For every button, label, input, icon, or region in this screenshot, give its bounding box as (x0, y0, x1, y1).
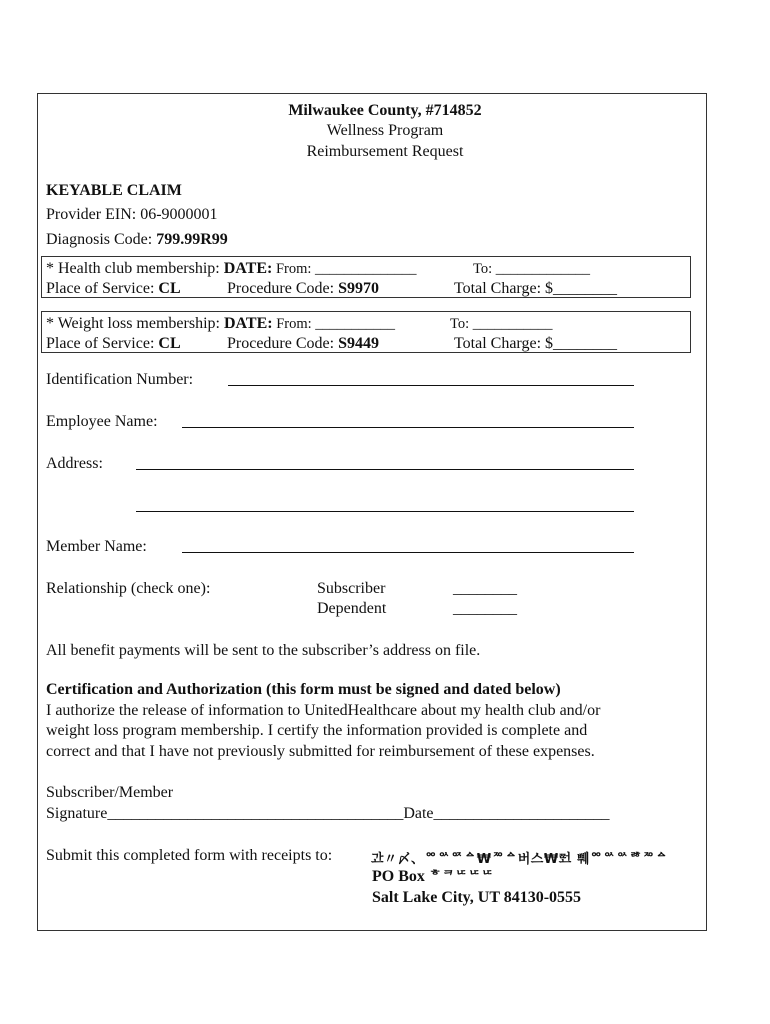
relationship-label: Relationship (check one): (46, 580, 211, 597)
subscriber-checkbox[interactable]: ________ (453, 580, 517, 597)
employee-name-field[interactable] (182, 427, 634, 428)
pos-value: CL (158, 335, 181, 352)
address-field-line1[interactable] (136, 469, 634, 470)
proc-label: Procedure Code: (227, 280, 339, 297)
certification-title: Certification and Authorization (this form must be signed and dated below) (46, 681, 561, 698)
pos-value: CL (158, 280, 181, 297)
submit-city: Salt Lake City, UT 84130-0555 (372, 889, 582, 906)
form-title-program: Wellness Program (326, 122, 444, 139)
pos-label: Place of Service: (46, 280, 159, 297)
diagnosis-code (46, 230, 228, 250)
submit-address-garbled: ᄀᅶ〃〆、ᅇᅅᅈᅀ₩ᅍᅀ버스₩ᄙᅺ 쀄ᅇᅅᅅᄚᅍᅀ (371, 852, 669, 867)
weight-loss-date-label: DATE: (223, 315, 273, 332)
total-label: Total Charge: $ (454, 335, 554, 352)
certification-text-1: I authorize the release of information to UnitedHealthcare about my health club and/or (46, 702, 601, 719)
dependent-option-label: Dependent (317, 600, 387, 617)
total-field[interactable]: ________ (553, 280, 618, 297)
weight-loss-label-row (46, 314, 395, 334)
form-title-request: Reimbursement Request (306, 143, 464, 160)
address-field-line2[interactable] (136, 511, 634, 512)
member-name-label: Member Name: (46, 538, 147, 555)
identification-field[interactable] (228, 385, 634, 386)
member-name-field[interactable] (182, 552, 634, 553)
form-title-county: Milwaukee County, #714852 (288, 102, 482, 119)
weight-loss-to[interactable]: To: ___________ (450, 316, 553, 332)
provider-ein: Provider EIN: 06-9000001 (46, 206, 218, 223)
submit-label: Submit this completed form with receipts to: (46, 847, 333, 864)
health-club-to[interactable]: To: _____________ (473, 261, 590, 277)
weight-loss-procedure (227, 334, 379, 354)
po-box (372, 867, 494, 888)
diagnosis-value: 799.99R99 (156, 231, 228, 248)
signature-date-line[interactable]: Signature_____________________________________Date______________________ (46, 805, 610, 822)
health-club-date-label: DATE: (223, 260, 273, 277)
weight-loss-total (454, 334, 617, 354)
address-label: Address: (46, 455, 103, 472)
signature-caption: Subscriber/Member (46, 784, 174, 801)
total-field[interactable]: ________ (553, 335, 618, 352)
weight-loss-from[interactable]: From: ___________ (272, 316, 396, 332)
proc-value: S9449 (338, 335, 379, 352)
certification-text-2: weight loss program membership. I certify the information provided is complete and (46, 722, 588, 739)
health-club-label-row (46, 259, 417, 279)
total-label: Total Charge: $ (454, 280, 554, 297)
certification-text-3: correct and that I have not previously submitted for reimbursement of these expenses. (46, 743, 595, 760)
po-box-label: PO Box (372, 868, 425, 885)
weight-loss-label: * Weight loss membership: (46, 315, 224, 332)
payment-notice: All benefit payments will be sent to the subscriber’s address on file. (46, 642, 481, 659)
health-club-procedure (227, 279, 379, 299)
proc-value: S9970 (338, 280, 379, 297)
diagnosis-label: Diagnosis Code: (46, 231, 157, 248)
dependent-checkbox[interactable]: ________ (453, 600, 517, 617)
po-box-number-garbled: ᄒᄏᄕᄕᄕ (428, 870, 495, 885)
subscriber-option-label: Subscriber (317, 580, 386, 597)
pos-label: Place of Service: (46, 335, 159, 352)
health-club-from[interactable]: From: ______________ (272, 261, 417, 277)
identification-label: Identification Number: (46, 371, 194, 388)
proc-label: Procedure Code: (227, 335, 339, 352)
keyable-claim-title: KEYABLE CLAIM (46, 182, 182, 199)
health-club-pos (46, 279, 181, 299)
weight-loss-pos (46, 334, 181, 354)
employee-name-label: Employee Name: (46, 413, 158, 430)
health-club-label: * Health club membership: (46, 260, 224, 277)
health-club-total (454, 279, 617, 299)
